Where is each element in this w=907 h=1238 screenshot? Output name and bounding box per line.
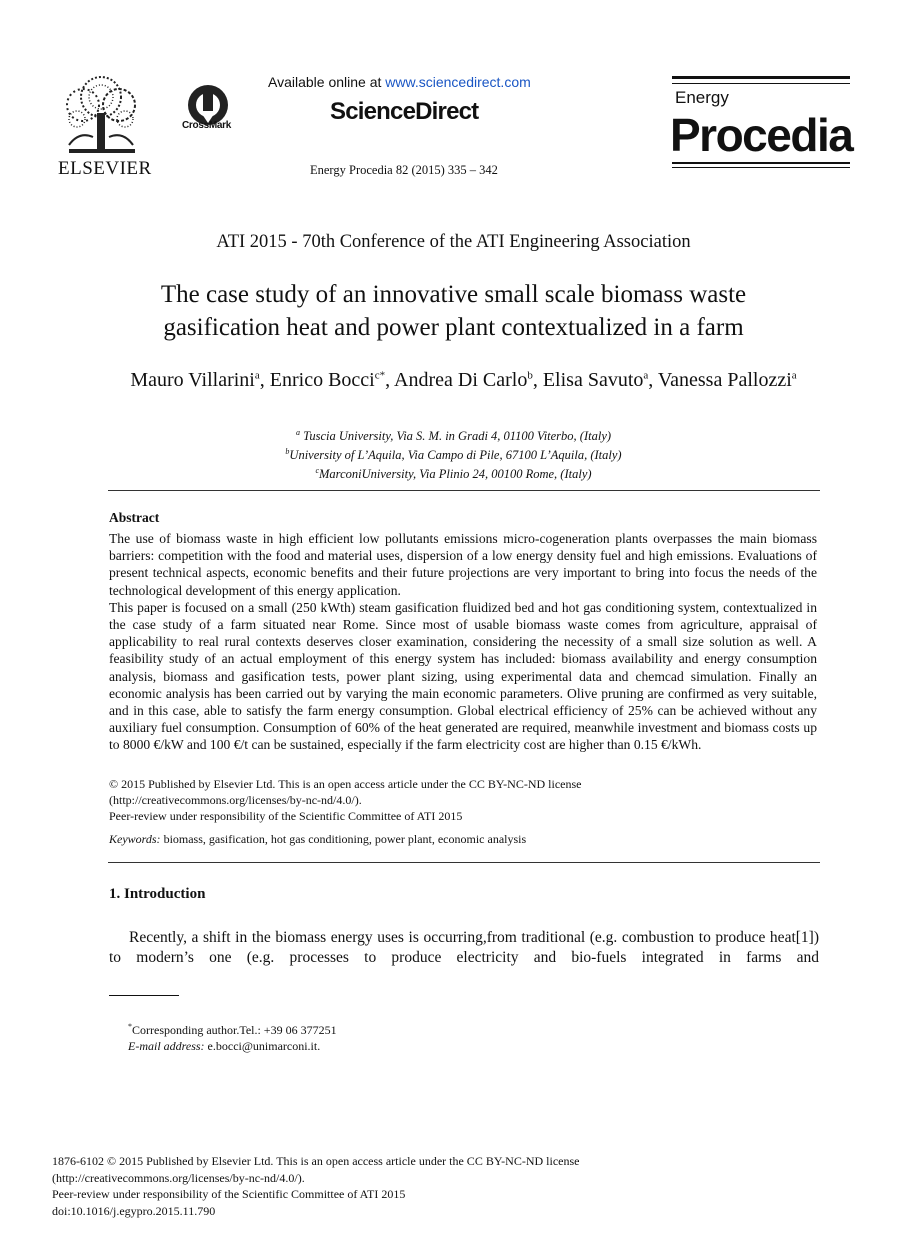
affiliation: $^c$MarconiUniversity, Via Plinio 24, 00100 Rome, (Italy) (315, 466, 592, 482)
email-address[interactable]: e.bocci@unimarconi.it. (204, 1039, 321, 1053)
journal-logo-rule (672, 76, 850, 79)
author: Mauro Villarini$^a$, (130, 368, 270, 391)
bottom-matter (52, 1153, 579, 1219)
license-notice (109, 776, 581, 824)
available-online (268, 74, 531, 90)
abstract-paragraph: The use of biomass waste in high efficient low pollutants emissions micro-cogeneration plants overpasses the main biomass barriers: competition with the food and material uses, dispersion of a low energy density fuel and high emissions. Evaluations of present technical aspects, economic benefits and their future projections are very important to bring into focus the needs of the technological development of this energy application. (109, 531, 817, 598)
journal-logo-line2: Procedia (670, 109, 853, 161)
abstract-bottom-rule (108, 862, 820, 863)
author: Elisa Savuto$^a$, (542, 368, 658, 391)
doi-link[interactable]: doi:10.1016/j.egypro.2015.11.790 (52, 1203, 216, 1218)
elsevier-tree-logo-icon (55, 75, 147, 157)
footnote-rule (109, 995, 179, 996)
peer-review-line: Peer-review under responsibility of the Scientific Committee of ATI 2015 (52, 1187, 406, 1201)
author-list (110, 362, 817, 393)
footnote (128, 1019, 337, 1054)
platform-logo: ScienceDirect (330, 98, 479, 125)
publisher-name: ELSEVIER (58, 158, 152, 179)
journal-reference: Energy Procedia 82 (2015) 335 – 342 (310, 163, 498, 177)
issn-line: 1876-6102 © 2015 Published by Elsevier Ltd. This is an open access article under the CC BY-NC-ND license (52, 1154, 580, 1168)
license-link[interactable]: (http://creativecommons.org/licenses/by-nc-nd/4.0/). (109, 793, 362, 807)
email-line: E-mail address: e.bocci@unimarconi.it. (128, 1039, 321, 1053)
conference-name: ATI 2015 - 70th Conference of the ATI Engineering Association (216, 232, 691, 252)
section-heading: 1. Introduction (109, 886, 206, 902)
crossmark-label: CrossMark (182, 120, 231, 131)
author: Vanessa Pallozzi$^a$ (657, 368, 797, 391)
license-line: © 2015 Published by Elsevier Ltd. This is an open access article under the CC BY-NC-ND license (109, 777, 582, 791)
abstract-top-rule (108, 490, 820, 491)
section-body: Recently, a shift in the biomass energy uses is occurring,from traditional (e.g. combustion to produce heat[1]) to modern’s one (e.g. processes to produce electricity and bio-fuels integrated in farms and (109, 929, 819, 966)
affiliations (0, 425, 907, 482)
journal-logo-rule (672, 167, 850, 168)
journal-logo-line1: Energy (675, 88, 729, 107)
abstract-paragraph: This paper is focused on a small (250 kWth) steam gasification fluidized bed and hot gas conditioning system, contextualized in the case study of a farm situated near Rome. Since most of usable biomass waste comes from agriculture, appraisal of applicability to real rural contexts deserves closer examination, considering the necessity of a small size solution as well. A feasibility study of an actual employment of this energy system has included: biomass availability and energy consumption analysis, biomass and gasification tests, power plant sizing, using experimental data and chemcad simulation. Finally an economic analysis has been carried out by varying the main economic parameters. Olive pruning are confirmed as very suitable, and in this case, able to satisfy the farm energy consumption. Global electrical efficiency of 25% can be achieved without any auxiliary fuel consumption. Consumption of 60% of the heat generated are required, meanwhile investment and biomass costs up to 8000 €/kW and 100 €/t can be sustained, especially if the farm electricity cost are higher than 0.15 €/kWh. (109, 599, 817, 753)
author: Andrea Di Carlo$^b$, (394, 368, 543, 391)
affiliation: $^b$University of L’Aquila, Via Campo di Pile, 67100 L’Aquila, (Italy) (285, 447, 622, 463)
journal-logo-rule (672, 83, 850, 84)
journal-logo-rule (672, 162, 850, 164)
abstract-body (109, 530, 817, 754)
title-line: gasification heat and power plant contextualized in a farm (163, 314, 744, 341)
abstract-heading: Abstract (109, 510, 160, 525)
corresponding-author: *Corresponding author.Tel.: +39 06 377251 (128, 1022, 337, 1037)
sciencedirect-link[interactable]: www.sciencedirect.com (385, 74, 531, 90)
affiliation: $^a$ Tuscia University, Via S. M. in Gradi 4, 01100 Viterbo, (Italy) (295, 428, 612, 444)
available-prefix: Available online at (268, 74, 386, 90)
title-line: The case study of an innovative small scale biomass waste (160, 281, 747, 308)
license-link[interactable]: (http://creativecommons.org/licenses/by-nc-nd/4.0/). (52, 1170, 305, 1185)
keywords (109, 832, 526, 847)
keywords-label: Keywords: (109, 832, 161, 846)
keywords-list: biomass, gasification, hot gas conditioning, power plant, economic analysis (160, 832, 527, 846)
article-title (80, 278, 827, 344)
peer-review-line: Peer-review under responsibility of the Scientific Committee of ATI 2015 (109, 809, 463, 823)
author: Enrico Bocci$^{c*}$, (269, 368, 395, 391)
